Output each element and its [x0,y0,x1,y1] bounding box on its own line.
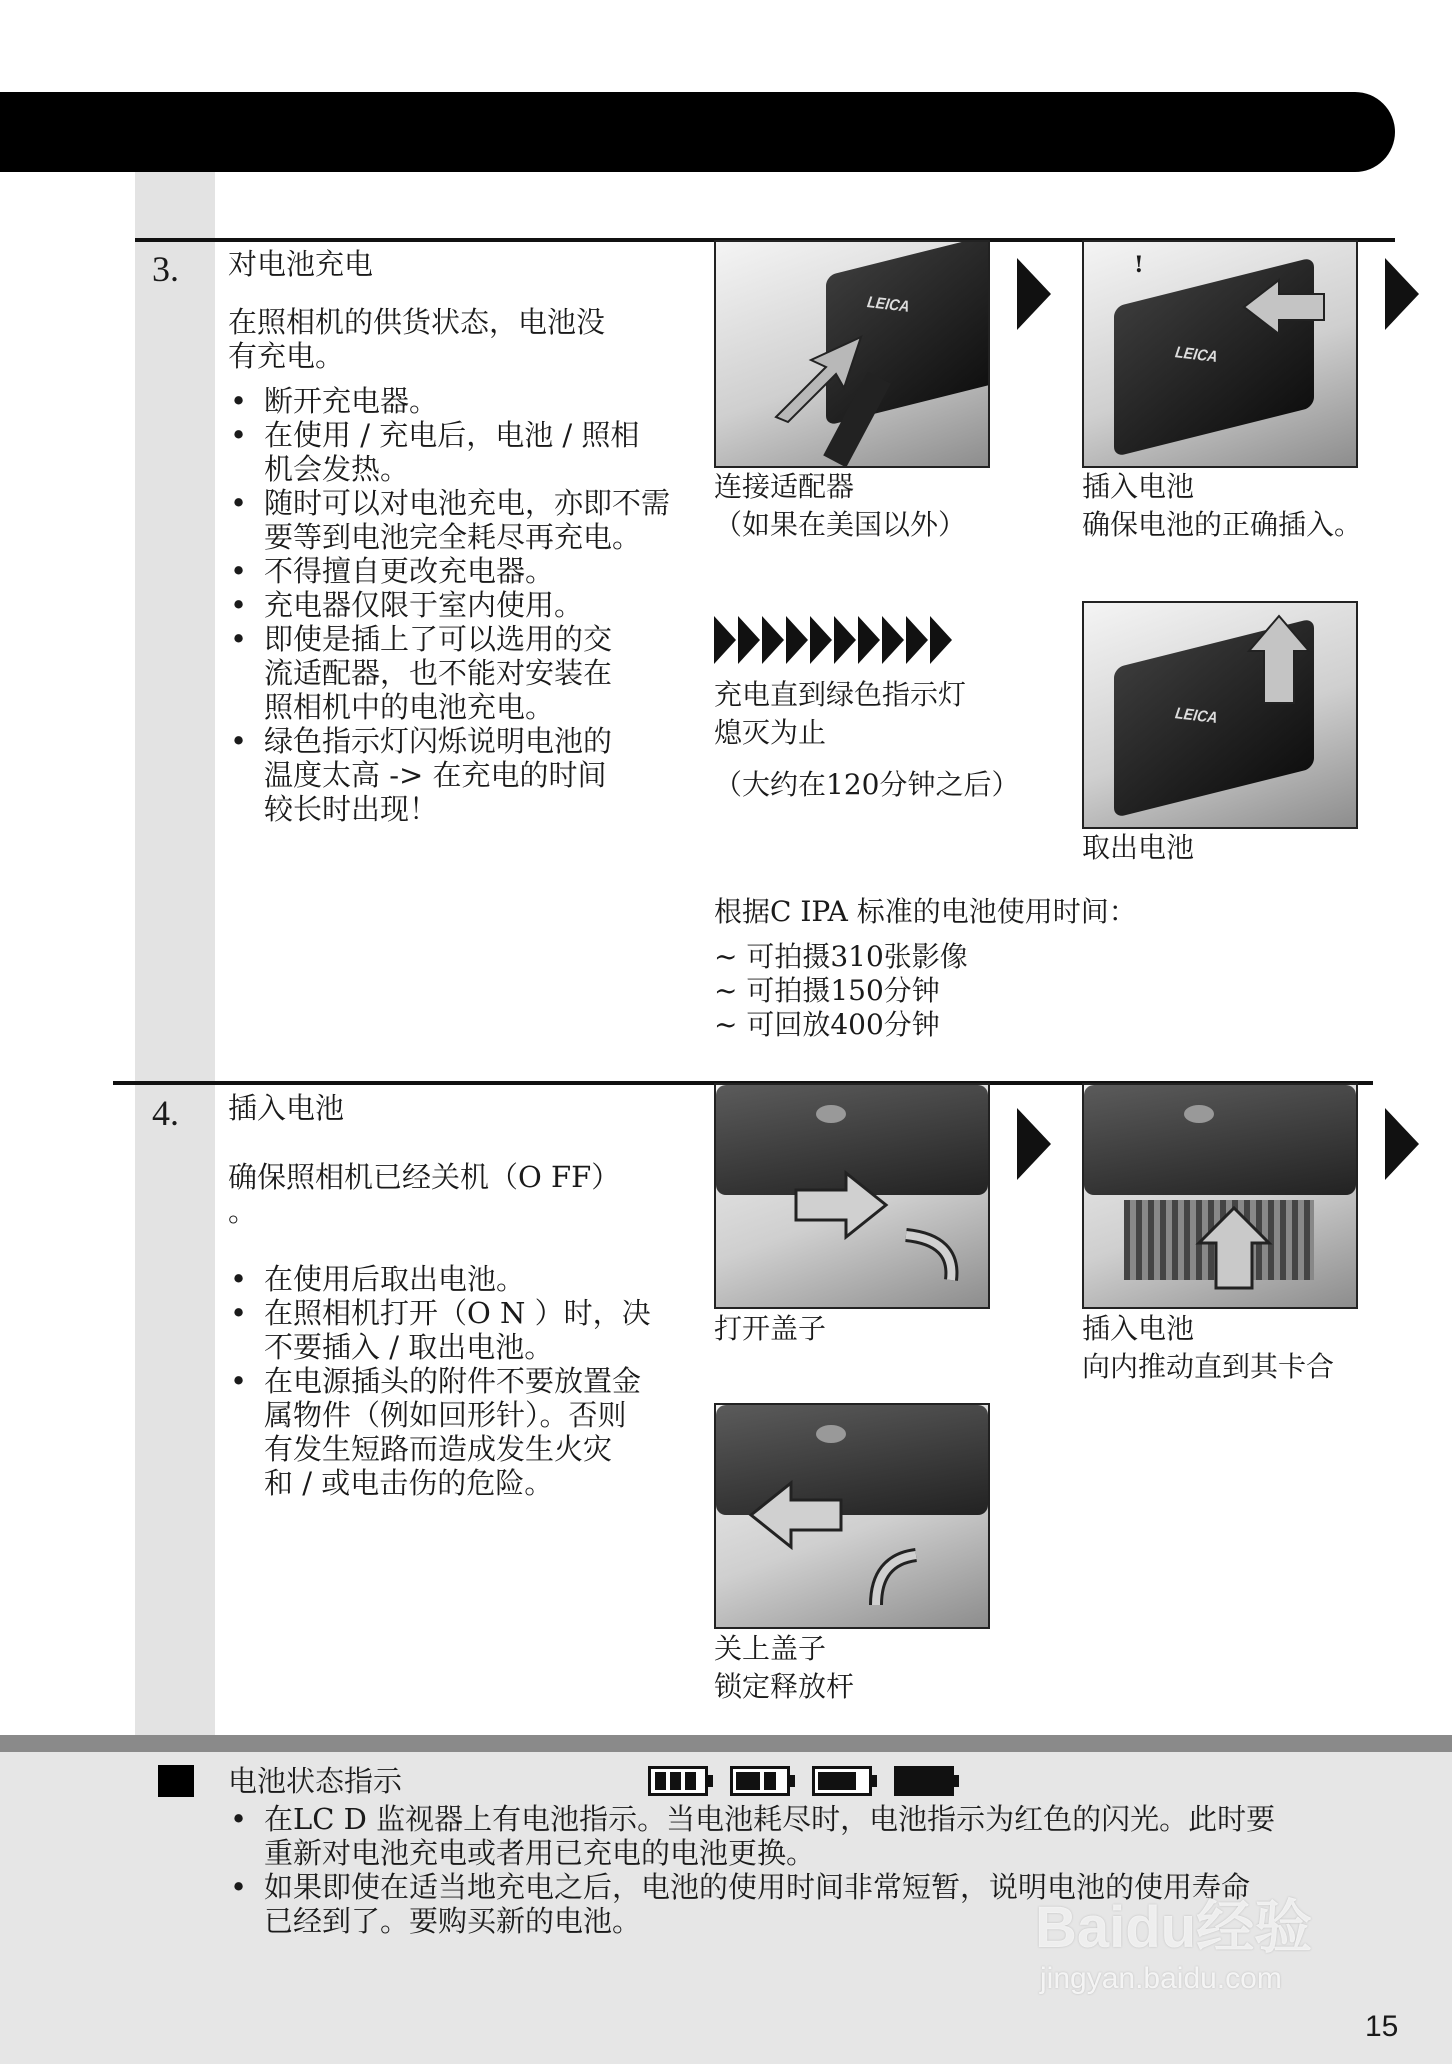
bullet-item: • 在使用后取出电池。 [228,1262,688,1296]
section-marker-icon [158,1765,194,1797]
section-4-number: 4. [152,1093,179,1133]
arrow-right-icon [1017,258,1051,330]
progress-arrow-icon [930,616,952,664]
camera-body [1084,1085,1356,1195]
watermark-url: jingyan.baidu.com [1040,1962,1282,1995]
slide-open-arrow-icon [786,1165,986,1285]
bullet-item: • 不得擅自更改充电器。 [228,554,688,588]
battery-empty-icon [894,1766,954,1796]
page-number: 15 [1365,2010,1399,2043]
battery-level-icons [648,1766,954,1796]
progress-arrow-icon [834,616,856,664]
section-4-intro-line-2: 。 [228,1194,258,1228]
section-4-bullet-list [228,1262,688,1500]
charging-progress-arrows [714,616,952,664]
footer-divider [0,1735,1452,1752]
photo-insert-battery [1082,240,1358,468]
photo-close-cover-caption: 关上盖子 锁定释放杆 [714,1632,855,1703]
photo-close-cover [714,1403,990,1629]
section-4-title: 插入电池 [228,1091,345,1125]
photo-open-cover-caption: 打开盖子 [714,1312,827,1345]
cipa-list [714,940,968,1042]
section-4-intro-line-1: 确保照相机已经关机（O FF） [228,1160,621,1194]
section-3-title: 对电池充电 [228,247,374,281]
progress-arrow-icon [714,616,736,664]
bullet-item: • 断开充电器。 [228,384,688,418]
bullet-item: • 在LC D 监视器上有电池指示。当电池耗尽时，电池指示为红色的闪光。此时要 重新对电池充电或者用已充电的电池更换。 [228,1802,1378,1870]
charger-logo: LEICA [1172,704,1221,727]
section-3-bullet-list [228,384,688,826]
progress-arrow-icon [882,616,904,664]
progress-arrow-icon [858,616,880,664]
section-3-intro-line-1: 在照相机的供货状态，电池没 [228,305,606,339]
photo-remove-battery-caption: 取出电池 [1082,831,1195,864]
left-margin-band [135,172,215,1735]
charger-logo: LEICA [1172,343,1221,366]
bullet-item: • 绿色指示灯闪烁说明电池的 温度太高 -> 在充电的时间 较长时出现！ [228,724,688,826]
photo-connect-adapter [714,240,990,468]
lift-arrow-icon [1244,611,1314,711]
camera-button [1184,1105,1214,1123]
insert-up-arrow-icon [1194,1203,1274,1293]
bullet-item: • 充电器仅限于室内使用。 [228,588,688,622]
slide-close-arrow-icon [746,1475,966,1615]
bullet-item: • 即使是插上了可以选用的交 流适配器，也不能对安装在 照相机中的电池充电。 [228,622,688,724]
arrow-right-icon [1017,1108,1051,1180]
photo-open-cover [714,1083,990,1309]
battery-status-title: 电池状态指示 [228,1764,403,1798]
photo-connect-adapter-caption: 连接适配器 （如果在美国以外） [714,470,967,541]
bullet-item: • 在照相机打开（O N ）时，决 不要插入 / 取出电池。 [228,1296,688,1364]
progress-arrow-icon [786,616,808,664]
progress-arrow-icon [762,616,784,664]
cipa-item: ~ 可回放400分钟 [714,1008,940,1041]
battery-full-icon [648,1766,708,1796]
warning-indicator-icon: ! [1134,252,1144,278]
arrow-right-icon [1385,1108,1419,1180]
insert-arrow-icon [766,322,876,432]
cipa-item: ~ 可拍摄310张影像 [714,940,968,973]
cipa-title: 根据C IPA 标准的电池使用时间： [714,895,1137,928]
bullet-item: • 如果即使在适当地充电之后，电池的使用时间非常短暂，说明电池的使用寿命 已经到了。要购买新的电池。 [228,1870,1378,1938]
photo-insert-battery-caption: 插入电池 确保电池的正确插入。 [1082,470,1363,541]
arrow-right-icon [1385,258,1419,330]
photo-insert-battery-camera-caption: 插入电池 向内推动直到其卡合 [1082,1312,1335,1383]
watermark-logo: Baidu经验 [1035,1895,1313,1960]
section-3-number: 3. [152,249,179,289]
header-bar [0,92,1395,172]
battery-two-thirds-icon [730,1766,790,1796]
section-4-intro [228,1160,620,1228]
section-3-intro [228,305,605,373]
charge-time: （大约在120分钟之后） [714,768,1020,801]
bullet-item: • 在电源插头的附件不要放置金 属物件（例如回形针）。否则 有发生短路而造成发生火灾 和 / 或电击伤的危险。 [228,1364,688,1500]
progress-arrow-icon [738,616,760,664]
camera-button [816,1105,846,1123]
progress-arrow-icon [906,616,928,664]
charger-logo: LEICA [864,293,913,316]
bullet-item: • 随时可以对电池充电，亦即不需 要等到电池完全耗尽再充电。 [228,486,688,554]
bullet-item: • 在使用 / 充电后，电池 / 照相 机会发热。 [228,418,688,486]
photo-remove-battery [1082,601,1358,829]
camera-button [816,1425,846,1443]
cipa-item: ~ 可拍摄150分钟 [714,974,940,1007]
battery-one-third-icon [812,1766,872,1796]
push-arrow-icon [1234,272,1334,342]
section-3-intro-line-2: 有充电。 [228,339,345,373]
charge-caption: 充电直到绿色指示灯 熄灭为止 [714,678,967,749]
photo-insert-battery-camera [1082,1083,1358,1309]
progress-arrow-icon [810,616,832,664]
